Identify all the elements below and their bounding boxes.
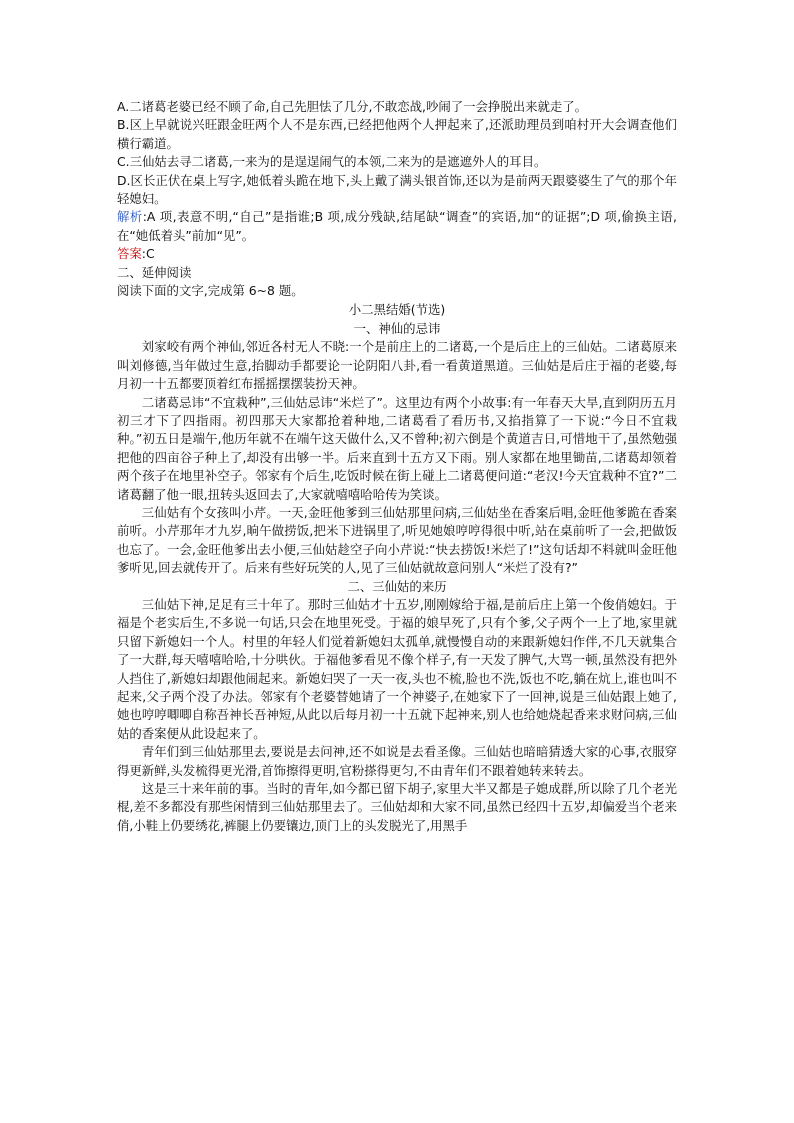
section-heading: 二、延伸阅读 xyxy=(117,264,192,280)
option-c: C.三仙姑去寻二诸葛,一来为的是逞逞闹气的本领,二来为的是遮遮外人的耳目。 xyxy=(117,154,547,170)
instruction: 阅读下面的文字,完成第 6~8 题。 xyxy=(117,283,304,299)
part1-paragraph: 二诸葛忌讳“不宜栽种”,三仙姑忌讳“米烂了”。这里边有两个小故事:有一年春天大旱,直到阴历五月初三才下了四指雨。初四那天大家都抢着种地,二诸葛看了看历书,又掐指算了一下说:“今日不宜栽种。”初五日是端午,他历年就不在端午这天做什么,又不曾种;初六倒是个黄道吉日,可惜地干了,虽然勉强把他的四亩谷子种上了,却没有出够一半。后来直到十五方又下雨。别人家都在地里锄苗,二诸葛却领着两个孩子在地里补空子。邻家有个后生,吃饭时候在街上碰上二诸葛便问道:“老汉!今天宜栽种不宜?”二诸葛翻了他一眼,扭转头返回去了,大家就嘻嘻哈哈传为笑谈。 xyxy=(117,394,677,502)
part1-title: 一、神仙的忌讳 xyxy=(353,320,441,336)
answer-label: 答案 xyxy=(117,246,142,262)
part2-paragraph: 三仙姑下神,足足有三十年了。那时三仙姑才十五岁,刚刚嫁给于福,是前后庄上第一个俊俏媳妇。于福是个老实后生,不多说一句话,只会在地里死受。于福的娘早死了,只有个爹,父子两个一上了地,家里就只留下新媳妇一个人。村里的年轻人们觉着新媳妇太孤单,就慢慢自动的来跟新媳妇作伴,不几天就集合了一大群,每天嘻嘻哈哈,十分哄伙。于福他爹看见不像个样子,有一天发了脾气,大骂一顿,虽然没有把外人挡住了,新媳妇却跟他闹起来。新媳妇哭了一天一夜,头也不梳,脸也不洗,饭也不吃,躺在炕上,谁也叫不起来,父子两个没了办法。邻家有个老婆替她请了一个神婆子,在她家下了一回神,说是三仙姑跟上她了,她也哼哼唧唧自称吾神长吾神短,从此以后每月初一十五就下起神来,别人也给她烧起香来求财问病,三仙姑的香案便从此设起来了。 xyxy=(117,596,677,741)
answer xyxy=(117,245,677,263)
part1-paragraph: 刘家峧有两个神仙,邻近各村无人不晓:一个是前庄上的二诸葛,一个是后庄上的三仙姑。二诸葛原来叫刘修德,当年做过生意,抬脚动手都要论一论阴阳八卦,看一看黄道黑道。三仙姑是后庄于福的老婆,每月初一十五都要顶着红布摇摇摆摆装扮天神。 xyxy=(117,339,677,392)
option-b: B.区上早就说兴旺跟金旺两个人不是东西,已经把他两个人押起来了,还派助理员到咱村开大会调查他们横行霸道。 xyxy=(117,117,677,151)
part1-paragraph: 三仙姑有个女孩叫小芹。一天,金旺他爹到三仙姑那里问病,三仙姑坐在香案后唱,金旺他爹跪在香案前听。小芹那年才九岁,晌午做捞饭,把米下进锅里了,听见她娘哼哼得很中听,站在桌前听了一会,把做饭也忘了。一会,金旺他爹出去小便,三仙姑趁空子向小芹说:“快去捞饭!米烂了!”这句话却不料就叫金旺他爹听见,回去就传开了。后来有些好玩笑的人,见了三仙姑就故意问别人“米烂了没有?” xyxy=(117,504,677,576)
answer-text: :C xyxy=(141,246,155,262)
part2-title: 二、三仙姑的来历 xyxy=(347,578,447,594)
analysis-label: 解析 xyxy=(117,209,143,225)
part2-paragraph: 青年们到三仙姑那里去,要说是去问神,还不如说是去看圣像。三仙姑也暗暗猜透大家的心事,衣服穿得更新鲜,头发梳得更光滑,首饰擦得更明,官粉搽得更匀,不由青年们不跟着她转来转去。 xyxy=(117,744,677,778)
part2-paragraph: 这是三十来年前的事。当时的青年,如今都已留下胡子,家里大半又都是子媳成群,所以除了几个老光棍,差不多都没有那些闲情到三仙姑那里去了。三仙姑却和大家不同,虽然已经四十五岁,却偏爱当个老来俏,小鞋上仍要绣花,裤腿上仍要镶边,顶门上的头发脱光了,用黑手 xyxy=(117,781,677,833)
analysis-text: :A 项,表意不明,“自己”是指谁;B 项,成分残缺,结尾缺“调查”的宾语,加“的证据”;D 项,偷换主语,在“她低着头”前加“见”。 xyxy=(117,209,678,243)
article-title: 小二黑结婚(节选) xyxy=(348,302,446,318)
option-a: A.二诸葛老婆已经不顾了命,自己先胆怯了几分,不敢恋战,吵闹了一会挣脱出来就走了。 xyxy=(117,99,588,114)
document-page xyxy=(117,98,677,835)
analysis xyxy=(117,208,677,245)
option-d: D.区长正伏在桌上写字,她低着头跪在地下,头上戴了满头银首饰,还以为是前两天跟婆婆生了气的那个年轻媳妇。 xyxy=(117,172,677,207)
